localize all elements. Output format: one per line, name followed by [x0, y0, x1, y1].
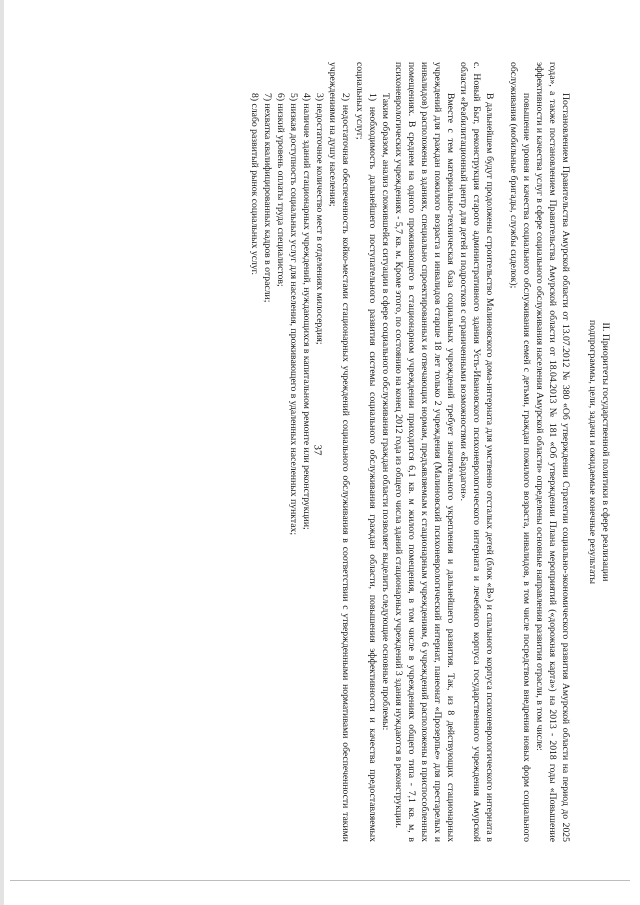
paragraph: В дальнейшем будут продолжены строительство Малиновского дома-интерната для умственно отсталых детей (блок «В») и спального корпуса психоневрологического интерната в с. Новый Быт, реконструкция старого административного здания Усть-Ивановского психоневрологического интерната и лечебного корпуса государственного учреждения Амурской области «Реабилитационный центр для детей и подростков с ограниченными возможностями «Бардагон».: [457, 62, 495, 842]
list-item: 8) слабо развитый рынок социальных услуг.: [249, 93, 261, 275]
list-item: 6) низкий уровень оплаты труда специалистов;: [275, 93, 287, 287]
spacer: [572, 62, 586, 842]
list-item: 1) необходимость дальнейшего поступательного развития системы социального обслуживания граждан области, повышения эффективности и качества предоставляемых социальных услуг;: [353, 62, 378, 842]
body-text-upper: [34, 62, 496, 842]
section-heading-line-2: подпрограммы, цели, задачи и ожидаемые конечные результаты: [586, 320, 598, 584]
list-item: 7) нехватка квалифицированных кадров в отрасли;: [262, 93, 274, 303]
paragraph: Постановлением Правительства Амурской области от 13.07.2012 № 380 «Об утверждении Стратегии социально-экономического развития Амурской области на период до 2025 года», а также постановлением Правительства Амурской области от 18.04.2013 № 181 «Об утверждении Плана мероприятий («дорожная карта») на 2013 - 2018 годы «Повышение эффективности и качества услуг в сфере социального обслуживания населения Амурской области» определены основные направления развития отрасли, в том числе:: [533, 62, 571, 842]
page-number: 37: [311, 444, 324, 456]
list-item: 3) недостаточное количество мест в отделениях милосердия;: [314, 93, 326, 345]
scan-edge-shadow: [0, 0, 4, 905]
paragraph: повышение уровня и качества социального обслуживания семей с детьми, граждан пожилого возраста, инвалидов, в том числе посредством внедрения новых форм социального обслуживания (мобильные бригады, службы сиделок);: [507, 62, 532, 842]
paragraph: Вместе с тем материально-техническая база социальных учреждений требует значительного укрепления и дальнейшего развития. Так, из 8 действующих стационарных учреждений для граждан пожилого возраста и инвалидов старше 18 лет только 2 учреждения (Малиновский психоневрологический интернат, панеонат «Прозерпье» для престарелых и инвалидов) расположены в зданиях, специально спроектированных и отвечающих нормам, предъявляемым к стационарным учреждениям, 6 учреждений расположены в приспособленных помещениях. В среднем на одного проживающего в стационарном учреждении приходится 6,1 кв. м жилого помещения, в том числе в учреждениях общего типа - 7,1 кв. м, в психоневрологических учреждениях - 5,7 кв. м. Кроме этого, по состоянию на конец 2012 года из общего числа зданий стационарных учреждений 3 здания нуждаются в реконструкции.: [392, 62, 456, 842]
list-item: 4) наличие зданий стационарных учреждений, нуждающихся в капитальном ремонте или реконструкции;: [301, 93, 313, 530]
paragraph: Таким образом, анализ сложившейся ситуации в сфере социального обслуживания граждан области позволяет выделить следующие основные проблемы:: [379, 93, 391, 731]
body-text-lower: [507, 62, 612, 842]
section-heading-line-1: II. Приоритеты государственной политики в сфере реализации: [600, 322, 611, 582]
list-item: 2) недостаточная обеспеченность койко-местами стационарных учреждений социального обслуживания в соответствии с утвержденными нормативами обеспеченности такими учреждениями на душу населения;: [327, 62, 352, 842]
scan-edge-line: [10, 880, 630, 881]
list-item: 5) низкая доступность социальных услуг для населения, проживающего в удаленных населенных пунктах;: [288, 93, 300, 536]
